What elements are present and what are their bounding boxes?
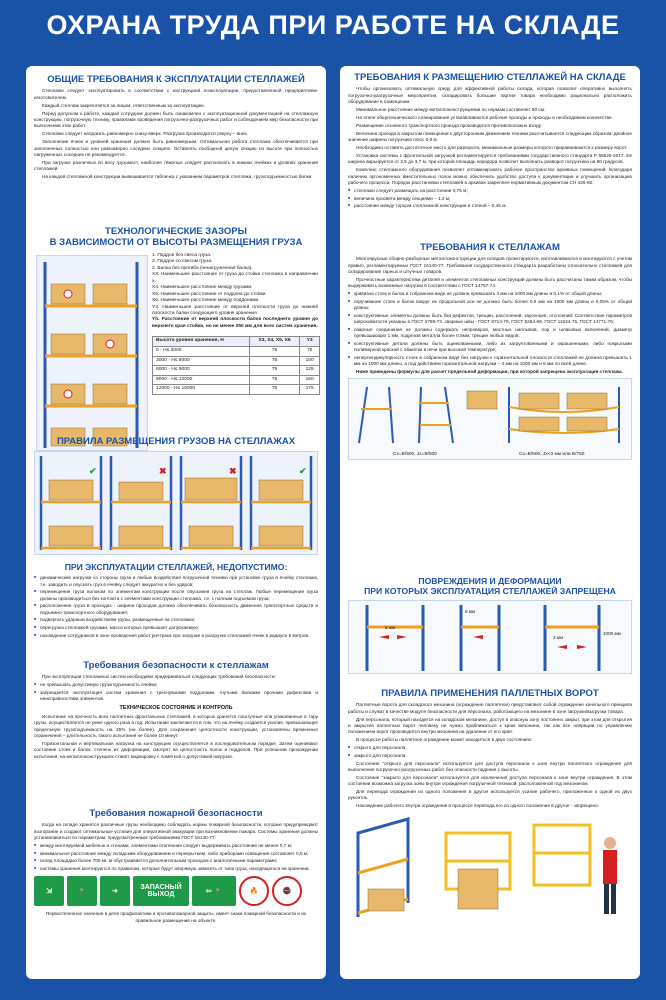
rack-req-section [340,242,640,460]
section-heading: ПРАВИЛА ПРИМЕНЕНИЯ ПАЛЛЕТНЫХ ВОРОТ [381,688,599,699]
section-heading: В ЗАВИСИМОСТИ ОТ ВЫСОТЫ РАЗМЕЩЕНИЯ ГРУЗА [49,237,303,249]
gaps-section [26,226,326,453]
list-item: ■ неперпендикулярность стоек в собранном виде без нагрузки к горизонтальной плоскости стеллажей не должна превышать 1 мм на 1000 мм длины, а под действием горизонтальной нагрузки – 4 мм на 1000 мм и 6 мм по всей длине. [348,355,632,368]
table-header: Высота уровня хранения, Н Х3, Х4, Х5, Х6 Y3 [153,337,320,347]
paragraph: Каждый стеллаж закрепляется за лицом, ответственным за эксплуатацию. [42,102,205,108]
table-row: 3000 - Н≤ 6000 75 100 [153,356,320,366]
paragraph: Прочностные характеристики деталей и элементов стеллажных конструкций должны быть рассчитаны таким образом, чтобы выдерживать возможные нагрузки в соответствии с ГОСТ 14757-74. [348,277,632,289]
list-item: ■ расположение груза в проходах - ширина проходов должна обеспечивать безопасность движения транспортных средств и подъемно-транспортного оборудования; [34,603,318,616]
deformation-illustration [348,378,632,460]
list-item: ■ запрещается эксплуатация систем хранения с треснувшими поддонами, гнутыми балками прочими дефектами и неисправностями элементов. [34,690,318,703]
general-text [26,88,326,180]
section-heading: ПРИ ЭКСПЛУАТАЦИИ СТЕЛЛАЖЕЙ, НЕДОПУСТИМО: [64,562,288,572]
rack-diagram [36,255,148,451]
damage-section [340,576,640,674]
section-heading: ТЕХНОЛОГИЧЕСКИЕ ЗАЗОРЫ [105,226,247,237]
list-item: ■ подвергать ударным воздействиям грузы, размещенные на стеллажах; [34,617,318,623]
legend-item: Х5. Наименьшее расстояние от поддона до стойки. [152,291,267,297]
fire-section [26,808,326,924]
paragraph: Установка системы с фронтальной загрузкой регламентируется требованиями государственного стандарта Р 55525-2017. Ее ширина варьируется от 2,5 до 3,7 м, при которой площадь коридора позволит выполнить разворот погрузчика на 90 градусов. [348,153,632,165]
paragraph: Комплекс стеллажного оборудования позволяет оптимизировать рабочее пространство архивных помещений. Благодаря наличию эргономичных вместительных полок можно обеспечить удобство доступа к документации и улучшить организацию рабочего процесса. Порядок расстановки стеллажей в архивах закреплен нормативным документом СН 426-82: [348,167,632,186]
right-panel [340,66,640,979]
paragraph: На этапе общетехнического планирования устанавливаются рабочие проезды и проходы в необходимом количестве. [356,114,613,120]
legend-item: 1. Поддон без свеса груза. [152,252,212,258]
caption-left: Cx=B/500, Jx=B/500 [393,452,437,458]
safety-section [26,660,326,762]
safety-signs [26,876,326,906]
rack-placement-text [340,86,640,209]
list-item: ■ склад площадью более 700 кв. м обустраивается дополнительным проходом с аналогичными параметрами; [34,858,318,864]
list-item: ■ закрыто для персонала. [348,753,632,759]
paragraph: Нахождение рабочего внутри ограждения в процессе перевода его из одного положения в другое - запрещено. [356,803,600,809]
section-heading: ПРАВИЛА РАЗМЕЩЕНИЯ ГРУЗОВ НА СТЕЛЛАЖАХ [56,436,296,447]
legend-item: Y3. Наименьшее расстояние от верхней плоскости груза до нижней плоскости балки следующего уровня хранения. [152,304,318,316]
caption-right: Cx=B/500, Jx<3 мм или B/750 [519,452,585,458]
list-item: ■ конструктивные детали должны быть оцинкованными, либо из загрунтованными и окрашенными, либо покрытыми полимерной краской с обжигом в печи при высокой температуре; [348,341,632,354]
section-heading: Требования безопасности к стеллажам [83,660,269,671]
paragraph: Перед допуском к работе, каждый сотрудник должен быть ознакомлен с эксплуатационной документацией на стеллажную конструкцию, погрузочную технику, правилами проведения погрузочно-разгрузочных работ и соблюдением мер безопасности при выполнении этих работ. [34,110,318,129]
list-item: ■ перегрузка стеллажей грузами, масса которых превышает допускаемую; [34,625,318,631]
paragraph: Паллетные ворота для складского мезонина (ограждение паллетное) представляют собой ограждение качельного принципа работы и служат в качестве модуля безопасности для персонала, работающего на мезонине в зоне загрузки/выгрузки товара. [348,702,632,714]
section-heading: ПОВРЕЖДЕНИЯ И ДЕФОРМАЦИИ [418,576,562,586]
paragraph: Ниже приведены формулы для расчет предельной деформации, при которой запрещена эксплуатация стеллажа. [356,368,623,374]
list-item: ■ системы хранения монтируются по правилам, которые будут напрямую зависеть от типа груза, находящегося на хранении. [34,866,318,872]
legend-item: Х6. Наименьшее расстояние между поддонами. [152,298,260,304]
pallet-gates-illustration [348,813,632,923]
placement-rules-section [26,436,326,555]
paragraph: Стеллажи следует нагружать равномерно снизу-вверх. Разгрузка производится сверху – вниз. [42,131,248,137]
list-item: ■ не превышать допустимую грузоподъемность ячейки; [34,682,318,688]
placement-illustration [34,451,318,555]
not-allowed-section [26,562,326,640]
section-heading: ПРИ КОТОРЫХ ЭКСПЛУАТАЦИЯ СТЕЛЛАЖЕЙ ЗАПРЕЩЕНА [364,586,616,597]
running-man-icon: 🏃 [67,876,97,906]
not-allowed-list [26,575,326,639]
paragraph: Для персонала, который находится на складском мезонине, доступ в опасную зону постоянно закрыт, при этом для открытия и закрытия паллетных ворот человеку не нужно приближаться к краю мезонина, так как все операции по управлению положением ворот производятся внутри мезонина на удалении от его края. [348,716,632,735]
table-row: 12000 - Н≤ 16000 75 175 [153,385,320,395]
paragraph: Горизонтальная и вертикальная нагрузка на конструкцию осуществляется в последовательном порядке. Затем оценивают состояние стоек и балок, степень их деформации, смотрят на целостность полок и поддонов. При успешном прохождении испытания, на металлоконструкциях ставят маркировку с пометкой о допустимой нагрузке. [34,740,318,759]
legend-item: 2. Поддон со свесом груза. [152,259,213,265]
pallet-gates-section [340,688,640,923]
safety-text [26,674,326,760]
paragraph: Величина проезда в закрытом помещении с двусторонним движением техники рассчитывается следующим образом: двойное значение ширины погрузчика плюс 0,9 м. [348,130,632,143]
svg-text:✔: ✔ [89,466,97,477]
legend-item: Yh. Расстояние от верхней плоскости балок последнего уровня до верхнего края стойки, но не менее 250 мм для всех систем хранения. [152,317,318,329]
list-item: ■ минимальное расстояние между складским оборудованием и перекрытием, либо приборами освещения составляет 0,5 м; [34,851,318,857]
list-item: ■ перемещение груза волоком по элементам конструкции после опускания груза на стеллаж. Любые перемещения груза должны производиться без контакта с элементами конструкции стеллажа, т.е. с полным подъемом груза; [34,589,318,602]
list-item: ■ между монтируемой мебелью и стенами, элементами отопления следует выдерживать расстояние не менее 0,7 м; [34,843,318,849]
legend-item: Х4. Наименьшее расстояние между грузами. [152,285,253,291]
paragraph: Размещение основного транспортного проезда производится противоположно входу. [356,122,542,128]
rack-req-text [340,256,640,375]
paragraph: Многоярусные сборно-разборные металлоконструкции для складов проектируются, изготавливаются и монтируются с учетом правил, регламентируемых ГОСТ 16140-77. Требования государственного стандарта разработаны относительно стеллажей для складирования тарных и штучных товаров. [348,256,632,275]
rack-placement-section [340,72,640,211]
exit-arrow-icon: ⇲ [34,876,64,906]
paragraph: Состояние "открыто для персонала" используется для доступа персонала к зоне внутри паллетного ограждения для выполнения погрузочно-разгрузочных работ без опасности падения с высоты. [348,760,632,772]
list-item: ■ расстояние между торцом стеллажной конструкции и стеной – 0,45 м. [348,203,632,209]
paragraph: Стеллажи следует эксплуатировать в соответствии с инструкцией поэксплуатации, предоставленной предприятием-изготовителем. [34,88,318,100]
pallet-gates-text [340,702,640,809]
list-item: ■ скручивание стоек и балок вокруг их продольной оси не должно быть более 0,5 мм на 1000 мм длины и 0,05% от общей длины; [348,299,632,312]
paragraph: Состояние "закрыто для персонала" используется для исключения доступа персонала к зоне внутри ограждения. В этом состоянии возможна загрузка зоны внутри ограждения погрузочной техникой, расположенной под мезонином. [348,774,632,787]
gaps-table [152,336,320,395]
paragraph: На каждой стеллажной конструкции вывешивается табличка с указанием параметров стеллажа, грузоподъемностью балки. [42,174,313,180]
svg-text:✖: ✖ [229,466,237,477]
svg-text:✖: ✖ [159,466,167,477]
paragraph: Когда на складе хранятся различные грузы необходимо соблюдать нормы пожарной безопасности, которые предупреждают возгорание и создают оптимальные условия для оперативной эвакуации при возникновении пожара. Системы хранения должны устанавливаться по параметрам, предусмотренным требованиями ГОСТ 16140-77: [34,822,318,841]
list-item: ■ сварные соединения не должны содержать непроваров, местных наплывов, пор и шлаковых включений, диаметр превышающих 1 мм, подрезов металла более 0,5мм, трещин любых видов; [348,327,632,340]
paragraph: Испытание на прочность всех паллетных фронтальных стеллажей, в которых хранятся поштучные или упакованные в тару грузы, осуществляется не реже одного раза в год. Испытание заключается в том, что на ячейку создается усилие, превышающее предельную грузоподъемность на 25% (не более). Для сохранения целостности конструкции, установлены временные ограничения – длительность такого испытания не более 10 минут. [34,713,318,738]
fire-text [26,822,326,872]
poster-title: ОХРАНА ТРУДА ПРИ РАБОТЕ НА СКЛАДЕ [46,10,620,40]
paragraph: Минимальное расстояние между металлоконструкциями по нормам составляет 80 см. [356,107,546,113]
emergency-exit-sign: ЗАПАСНЫЙ ВЫХОД [133,876,189,906]
list-item: ■ нахождение сотрудников в зоне проведения работ ричтрака при загрузке и разгрузке стеллажей ячеек в радиусе 5 метров. [34,633,318,639]
paragraph: Чтобы организовать оптимальную среду для эффективной работы склада, которая позволит оперативно выполнять погрузочно-разгрузочные мероприятия, складировать большие партии товара необходимо рационально расположить оборудование в помещении. [348,86,632,105]
paragraph: В процессе работы паллетное ограждение может находиться в двух состояниях: [356,737,533,743]
exit-arrow-icon: ➜ [100,876,130,906]
svg-text:✔: ✔ [299,466,307,477]
general-section [26,74,326,182]
table-row: 9000 - Н≤ 12000 75 150 [153,375,320,385]
table-row: 6000 - Н≤ 9000 75 125 [153,366,320,376]
no-smoking-icon: 🚭 [272,876,302,906]
list-item: ■ конструктивные элементы должны быть без дефектов, трещин, расслоений, заусенцев, отслоений. Соответствие параметров шероховатости указаны в ГОСТ 2789-73, сварные швы - ГОСТ 8713-79, ГОСТ 5264-69, ГОСТ 11534-75, ГОСТ 14771-76; [348,313,632,326]
damage-illustration [348,600,632,674]
dim-label: 1000 мм [603,630,621,636]
section-heading: ТРЕБОВАНИЯ К РАЗМЕЩЕНИЮ СТЕЛЛАЖЕЙ НА СКЛАДЕ [354,72,626,83]
no-fire-icon: 🔥 [239,876,269,906]
dim-label: 5 мм [385,624,396,630]
list-item: ■ стеллажи следует размещать на расстоянии 0,75 м; [348,188,632,194]
fire-footer: Первостепенное значение в деле профилактики и противопожарной защиты, имеет знаки пожарной безопасности и их правильное размещение на объекте. [45,911,307,923]
gaps-legend [152,253,324,395]
paragraph: При загрузке различных по весу грузомест, наиболее тяжелые следует располагать в нижних ячейках и уровнях хранения стеллажей. [34,159,318,172]
list-item: ■ кривизна стоек и балок в собранном виде не должна превышать 3 мм на 1000 мм длины и 0,1% от общей длины; [348,291,632,297]
section-heading: ОБЩИЕ ТРЕБОВАНИЯ К ЭКСПЛУАТАЦИИ СТЕЛЛАЖЕЙ [47,74,305,85]
section-heading: Требования пожарной безопасности [89,808,263,819]
list-item: ■ динамические нагрузки со стороны груза и любые воздействия погрузочной техники при установке груза в ячейку стеллажа, т.е. заводить и опускать груз в ячейку следует аккуратно и без ударов; [34,575,318,588]
dim-label: 5 мм [465,608,476,614]
legend-item: 3. Балка без прогиба (ненагруженная балка). [152,265,253,271]
section-heading: ТРЕБОВАНИЯ К СТЕЛЛАЖАМ [420,242,560,253]
paragraph: Заполнение ячеек и уровней хранения должно быть равномерным. Оптимальная работа стеллажа обеспечивается при заполненных полностью или равномерно соседних секциях. Оставлять свободной целую секцию по высоте при полностью нагруженных соседних не рекомендуется. [34,139,318,157]
subheading: ТЕХНИЧЕСКОЕ СОСТОЯНИЕ И КОНТРОЛЬ [119,704,233,711]
legend-item: Х3. Наименьшее расстояние от груза до стойки стеллажа в направлении х. [152,272,318,284]
paragraph: При эксплуатации стеллажных систем необходимо придерживаться следующих требований безопасности: [42,674,276,680]
left-panel [26,66,326,979]
list-item: ■ открыто для персонала, [348,745,632,751]
table-row: 0 - Н≤ 3000 75 75 [153,347,320,357]
paragraph: Необходимо оставить достаточное место для разворота, минимальные размеры которого приравниваются к размеру ворот. [356,145,628,151]
list-item: ■ величина просвета между секциями – 1,2 м; [348,196,632,202]
running-man-icon: ⇦ 🏃 [192,876,236,906]
dim-label: 3 мм [553,634,564,640]
paragraph: Для перевода ограждения из одного положения в другое используется усилие рабочего, приложенное к одной из двух рукояток. [348,789,632,801]
